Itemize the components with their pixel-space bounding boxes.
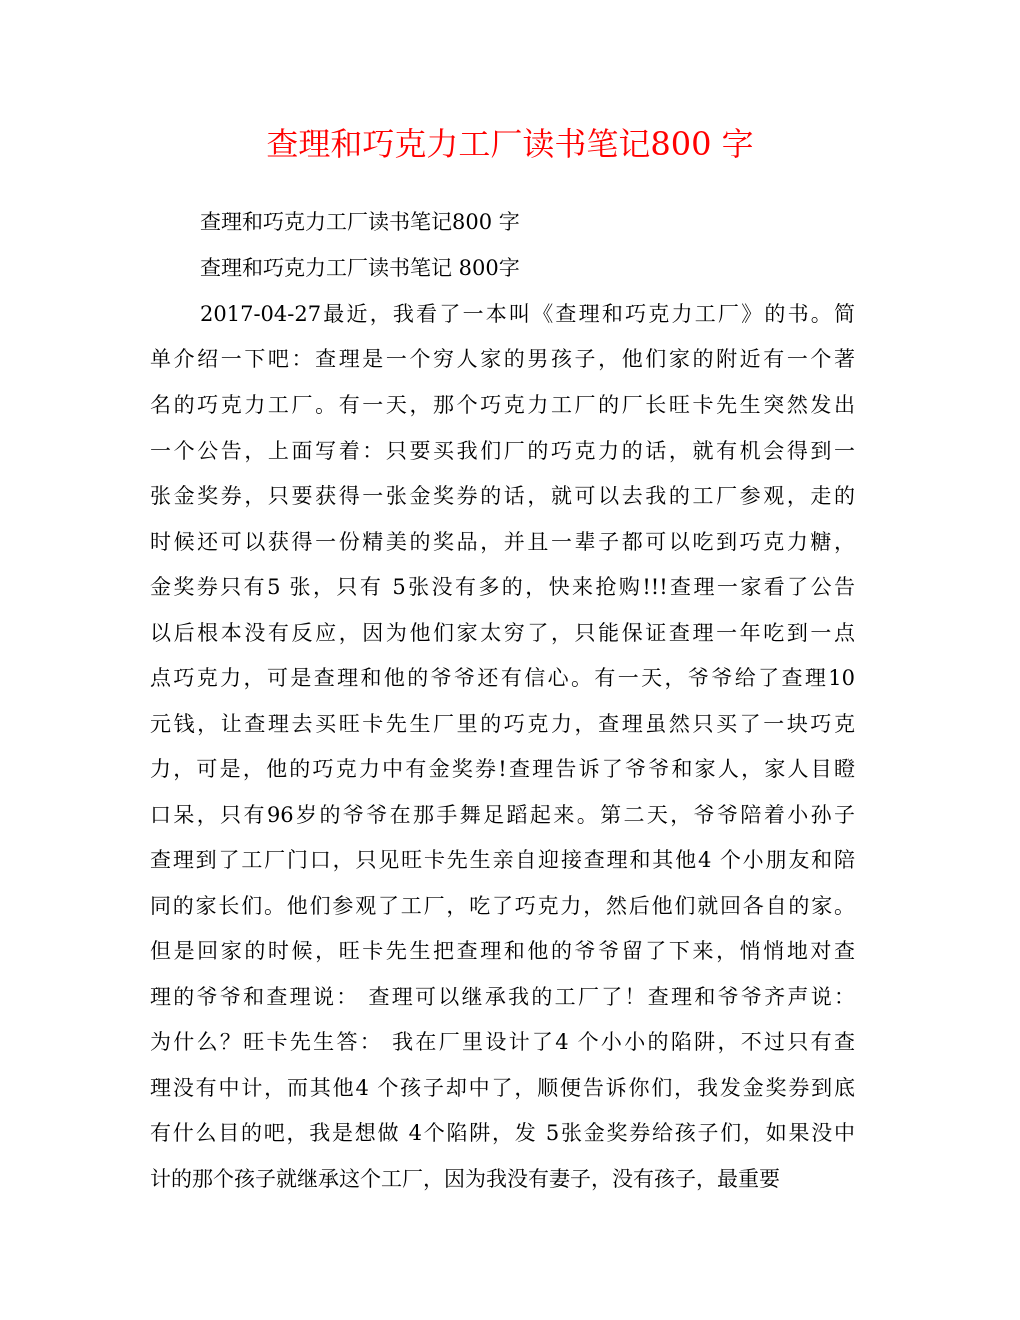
subtitle-line: 查理和巧克力工厂读书笔记 800字 xyxy=(200,256,520,280)
body-line: 元钱，让查理去买旺卡先生厂里的巧克力，查理虽然只买了一块巧克 xyxy=(150,712,855,736)
body-line: 一个公告，上面写着：只要买我们厂的巧克力的话，就有机会得到一 xyxy=(150,439,855,463)
body-line: 力，可是，他的巧克力中有金奖券!查理告诉了爷爷和家人，家人目瞪 xyxy=(150,757,855,781)
subtitle-line: 查理和巧克力工厂读书笔记800 字 xyxy=(200,210,520,234)
body-line: 单介绍一下吧：查理是一个穷人家的男孩子，他们家的附近有一个著 xyxy=(150,347,855,371)
body-line: 为什么？旺卡先生答： 我在厂里设计了4 个小小的陷阱，不过只有查 xyxy=(150,1030,855,1054)
body-line: 金奖券只有5 张，只有 5张没有多的，快来抢购!!!查理一家看了公告 xyxy=(150,575,855,599)
body-line: 时候还可以获得一份精美的奖品，并且一辈子都可以吃到巧克力糖， xyxy=(150,530,855,554)
body-line: 理没有中计，而其他4 个孩子却中了，顺便告诉你们，我发金奖券到底 xyxy=(150,1076,855,1100)
body-line: 点巧克力，可是查理和他的爷爷还有信心。有一天，爷爷给了查理10 xyxy=(150,666,855,690)
body-line: 名的巧克力工厂。有一天，那个巧克力工厂的厂长旺卡先生突然发出 xyxy=(150,393,855,417)
body-line: 但是回家的时候，旺卡先生把查理和他的爷爷留了下来，悄悄地对查 xyxy=(150,939,855,963)
document-title: 查理和巧克力工厂读书笔记800 字 xyxy=(266,125,754,163)
body-line: 理的爷爷和查理说： 查理可以继承我的工厂了！查理和爷爷齐声说： xyxy=(150,985,855,1009)
body-line: 口呆，只有96岁的爷爷在那手舞足蹈起来。第二天，爷爷陪着小孙子 xyxy=(150,803,855,827)
body-line: 计的那个孩子就继承这个工厂，因为我没有妻子，没有孩子，最重要 xyxy=(150,1167,780,1191)
body-line: 张金奖券，只要获得一张金奖券的话，就可以去我的工厂参观，走的 xyxy=(150,484,855,508)
body-line: 查理到了工厂门口，只见旺卡先生亲自迎接查理和其他4 个小朋友和陪 xyxy=(150,848,855,872)
body-line: 同的家长们。他们参观了工厂，吃了巧克力，然后他们就回各自的家。 xyxy=(150,894,855,918)
body-line: 有什么目的吧，我是想做 4个陷阱，发 5张金奖券给孩子们，如果没中 xyxy=(150,1121,855,1145)
body-line: 以后根本没有反应，因为他们家太穷了，只能保证查理一年吃到一点 xyxy=(150,621,855,645)
body-line: 2017-04-27最近，我看了一本叫《查理和巧克力工厂》的书。简 xyxy=(200,302,855,326)
